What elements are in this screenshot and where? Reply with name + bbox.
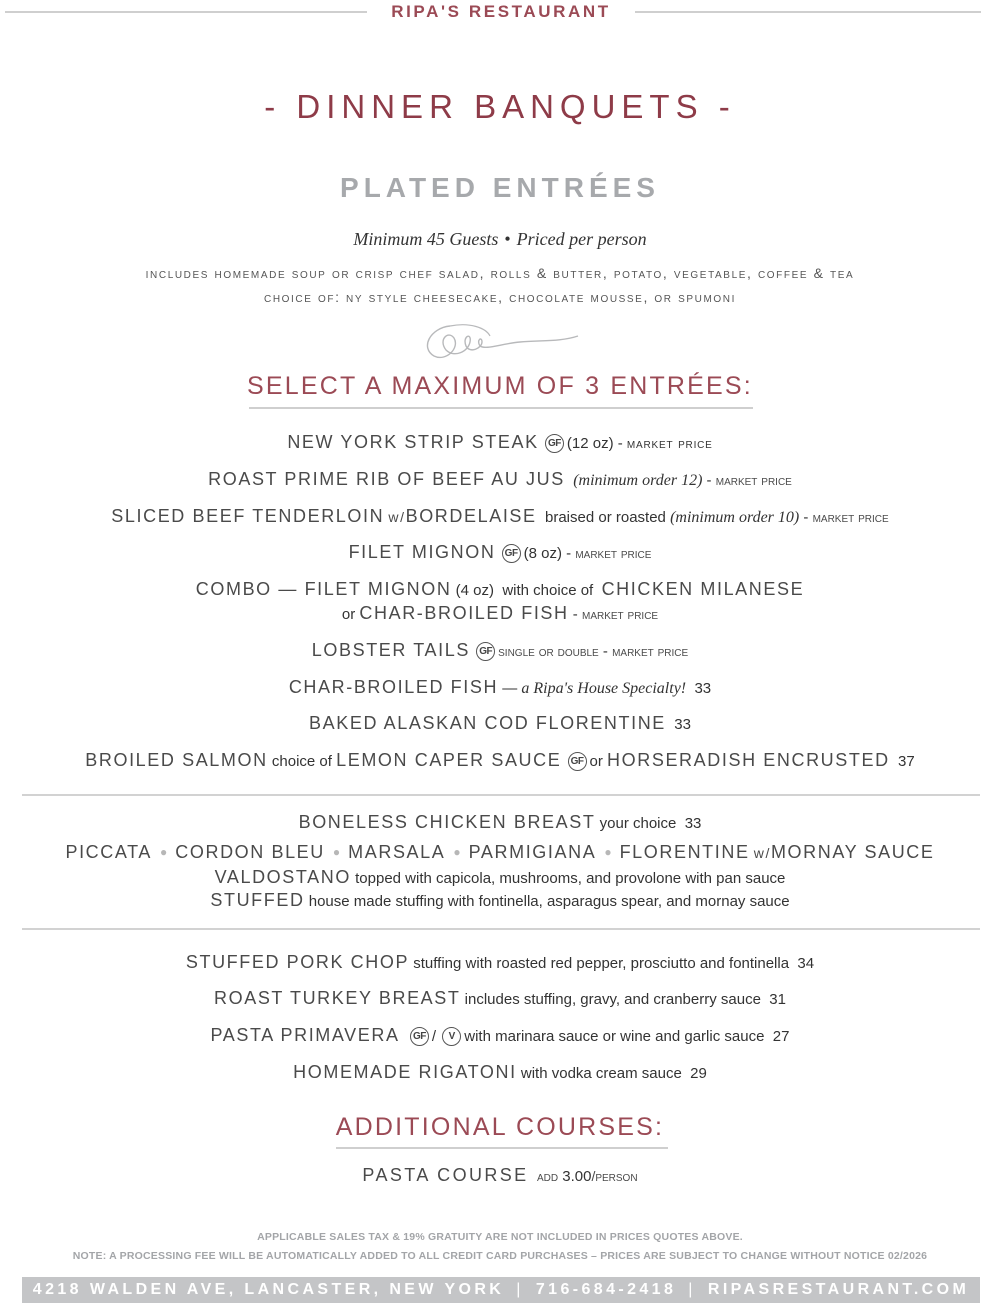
item-desc: topped with capicola, mushrooms, and provolone with pan sauce — [355, 870, 786, 887]
item-price: market price — [612, 643, 689, 659]
menu-item-chicken-breast — [0, 812, 1000, 833]
chicken-style: FLORENTINE — [619, 842, 750, 862]
item-or: or — [589, 753, 603, 770]
item-price: market price — [812, 509, 889, 525]
item-name: PASTA PRIMAVERA — [210, 1025, 400, 1045]
dash: — — [498, 680, 522, 697]
top-rule-left — [5, 11, 367, 13]
chicken-valdostano — [0, 867, 1000, 888]
menu-item-pasta-primavera — [0, 1025, 1000, 1046]
includes-line-1: includes homemade soup or crisp chef salad, rolls & butter, potato, vegetable, coffee & tea — [145, 265, 855, 281]
item-price: 33 — [674, 716, 691, 733]
processing-fee-note: NOTE: A PROCESSING FEE WILL BE AUTOMATICALLY ADDED TO ALL CREDIT CARD PURCHASES – PRICES ARE SUBJECT TO CHANGE WITHOUT NOTICE 02/2026 — [72, 1250, 928, 1262]
minimum-guests-line — [0, 229, 1000, 250]
item-desc: with choice of — [502, 582, 594, 599]
priced-per-person: Priced per person — [516, 229, 647, 249]
menu-item-prime-rib — [0, 469, 1000, 490]
menu-item-alaskan-cod — [0, 713, 1000, 734]
menu-item-pork-chop — [0, 952, 1000, 973]
item-name: ROAST TURKEY BREAST — [214, 988, 461, 1008]
min-guests: Minimum 45 Guests — [353, 229, 499, 249]
item-choice-1: LEMON CAPER SAUCE — [336, 750, 562, 770]
gluten-free-icon: GF — [568, 752, 587, 771]
separator: - — [561, 545, 576, 562]
item-per: /person — [591, 1168, 638, 1184]
separator: - — [568, 606, 582, 623]
item-name: BONELESS CHICKEN BREAST — [298, 812, 596, 832]
item-desc: with vodka cream sauce — [520, 1065, 682, 1082]
item-size: (12 oz) — [566, 435, 614, 452]
pipe-divider: | — [688, 1281, 696, 1298]
item-price: market price — [626, 435, 713, 451]
menu-item-pasta-course — [0, 1165, 1000, 1186]
item-name: FILET MIGNON — [348, 542, 496, 562]
gluten-free-icon: GF — [502, 544, 521, 563]
page-title: - DINNER BANQUETS - — [264, 88, 736, 125]
item-price: 34 — [797, 955, 815, 972]
section-heading-additional-courses: ADDITIONAL COURSES: — [335, 1113, 665, 1141]
bullet-icon: ● — [453, 845, 461, 859]
menu-item-combo-line2 — [0, 603, 1000, 624]
item-add: add — [536, 1168, 559, 1184]
item-desc: house made stuffing with fontinella, asparagus spear, and mornay sauce — [308, 893, 790, 910]
footer-phone[interactable]: 716-684-2418 — [535, 1281, 677, 1298]
footer-address: 4218 WALDEN AVE, LANCASTER, NEW YORK — [32, 1281, 505, 1298]
menu-item-filet-mignon — [0, 542, 1000, 563]
item-with: w/ — [388, 509, 406, 525]
chicken-style: PICCATA — [65, 842, 153, 862]
menu-item-lobster-tails — [0, 640, 1000, 661]
separator: - — [598, 643, 613, 660]
restaurant-brand: RIPA'S RESTAURANT — [391, 2, 611, 21]
item-choice-2: HORSERADISH ENCRUSTED — [607, 750, 890, 770]
item-name: SLICED BEEF TENDERLOIN — [111, 506, 385, 526]
separator: - — [613, 435, 627, 452]
menu-item-turkey-breast — [0, 988, 1000, 1009]
chicken-style-sauce: MORNAY SAUCE — [770, 842, 935, 862]
item-desc: with marinara sauce or wine and garlic sauce — [464, 1028, 765, 1045]
item-name: ROAST PRIME RIB OF BEEF AU JUS — [208, 469, 565, 489]
page-subtitle: PLATED ENTRÉES — [340, 172, 660, 203]
item-price: 29 — [690, 1065, 707, 1082]
chicken-style: VALDOSTANO — [214, 867, 351, 887]
gluten-free-icon: GF — [410, 1027, 429, 1046]
separator: - — [702, 472, 716, 489]
pipe-divider: | — [516, 1281, 524, 1298]
item-price: 31 — [769, 991, 786, 1008]
section-heading-select-entrees: SELECT A MAXIMUM OF 3 ENTRÉES: — [247, 372, 753, 400]
section-divider — [22, 794, 980, 796]
bullet-separator: • — [504, 229, 511, 249]
tax-note: APPLICABLE SALES TAX & 19% GRATUITY ARE NOT INCLUDED IN PRICES QUOTES ABOVE. — [257, 1231, 743, 1243]
item-price: 37 — [898, 753, 915, 770]
item-price: 33 — [684, 815, 702, 832]
item-desc: choice of — [271, 753, 332, 770]
menu-item-combo-line1 — [0, 579, 1000, 600]
item-with: w/ — [753, 845, 771, 861]
item-option: single or double — [498, 643, 599, 659]
gluten-free-icon: GF — [545, 434, 564, 453]
menu-item-char-broiled-fish — [0, 677, 1000, 698]
item-name: CHAR-BROILED FISH — [288, 677, 499, 697]
separator: - — [799, 509, 813, 526]
item-name: NEW YORK STRIP STEAK — [287, 432, 539, 452]
chicken-style: PARMIGIANA — [468, 842, 597, 862]
menu-item-ny-strip — [0, 432, 1000, 453]
item-note: (minimum order 10) — [670, 509, 800, 526]
menu-item-beef-tenderloin — [0, 506, 1000, 527]
item-size: (4 oz) — [455, 582, 494, 599]
item-desc: braised or roasted — [544, 509, 666, 526]
vegetarian-icon: V — [442, 1027, 461, 1046]
item-price: 27 — [772, 1028, 790, 1045]
bullet-icon: ● — [160, 845, 168, 859]
item-choice-1: CHICKEN MILANESE — [601, 579, 805, 599]
item-desc: your choice — [599, 815, 677, 832]
chicken-styles — [0, 842, 1000, 863]
item-note: a Ripa's House Specialty! — [521, 680, 687, 697]
chicken-stuffed — [0, 890, 1000, 911]
section-divider — [22, 928, 980, 930]
footer-contact-bar — [22, 1277, 980, 1303]
item-note: (minimum order 12) — [573, 472, 703, 489]
gluten-free-icon: GF — [476, 642, 495, 661]
chicken-style: MARSALA — [348, 842, 446, 862]
item-price: market price — [715, 472, 792, 488]
includes-line-2: choice of: ny style cheesecake, chocolate mousse, or spumoni — [264, 289, 736, 305]
heading-underline — [336, 1147, 668, 1149]
item-name: HOMEMADE RIGATONI — [293, 1062, 517, 1082]
item-name: LOBSTER TAILS — [311, 640, 470, 660]
footer-website-link[interactable]: RIPASRESTAURANT.COM — [707, 1281, 970, 1298]
item-price: market price — [575, 545, 652, 561]
slash: / — [431, 1028, 437, 1045]
item-desc: stuffing with roasted red pepper, prosciutto and fontinella — [413, 955, 790, 972]
chicken-style: CORDON BLEU — [175, 842, 325, 862]
item-size: (8 oz) — [523, 545, 562, 562]
item-name: COMBO — FILET MIGNON — [195, 579, 452, 599]
chicken-style: STUFFED — [210, 890, 305, 910]
item-name: BAKED ALASKAN COD FLORENTINE — [309, 713, 666, 733]
item-price: 3.00 — [562, 1168, 592, 1185]
item-name: PASTA COURSE — [362, 1165, 529, 1185]
item-price: 33 — [694, 680, 712, 697]
bullet-icon: ● — [604, 845, 612, 859]
top-brand-bar — [0, 0, 1000, 28]
item-or: or — [341, 606, 356, 623]
item-desc: includes stuffing, gravy, and cranberry sauce — [464, 991, 761, 1008]
item-choice-2: CHAR-BROILED FISH — [359, 603, 569, 623]
item-price: market price — [581, 606, 659, 622]
item-sauce: BORDELAISE — [405, 506, 537, 526]
item-name: STUFFED PORK CHOP — [185, 952, 410, 972]
top-rule-right — [635, 11, 981, 13]
menu-item-rigatoni — [0, 1062, 1000, 1083]
bullet-icon: ● — [332, 845, 341, 859]
item-name: BROILED SALMON — [85, 750, 268, 770]
menu-item-broiled-salmon — [0, 750, 1000, 771]
heading-underline — [249, 407, 753, 409]
flourish-ornament-icon — [420, 318, 590, 362]
